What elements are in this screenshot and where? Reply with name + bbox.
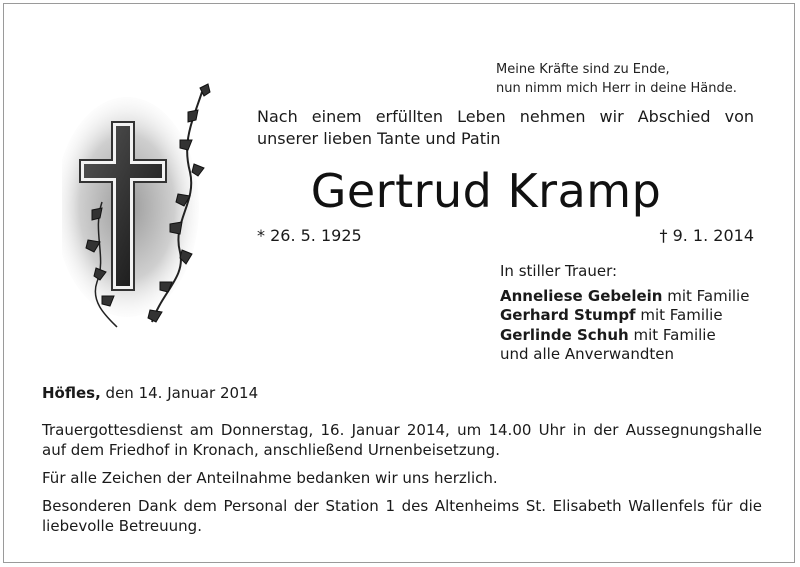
death-date: † 9. 1. 2014 bbox=[659, 226, 754, 245]
special-thanks-paragraph: Besonderen Dank dem Personal der Station 1 des Altenheims St. Elisabeth Wallenfels für die liebevolle Betreuung. bbox=[42, 497, 762, 535]
deceased-name: Gertrud Kramp bbox=[310, 164, 662, 218]
mourner-entry bbox=[500, 306, 749, 326]
notice-body bbox=[42, 420, 762, 544]
mourner-suffix: mit Familie bbox=[662, 286, 750, 305]
service-paragraph: Trauergottesdienst am Donnerstag, 16. Januar 2014, um 14.00 Uhr in der Aussegnungshalle auf dem Friedhof in Kronach, anschließend Urnenbeisetzung. bbox=[42, 421, 762, 459]
motto-verse bbox=[496, 60, 737, 98]
birth-date: * 26. 5. 1925 bbox=[257, 226, 362, 245]
motto-line-2: nun nimm mich Herr in deine Hände. bbox=[496, 81, 737, 96]
place-date bbox=[42, 384, 258, 402]
intro-text: Nach einem erfüllten Leben nehmen wir Abschied von unserer lieben Tante und Patin bbox=[257, 107, 754, 148]
mourner-name: Gerlinde Schuh bbox=[500, 325, 629, 344]
motto-line-1: Meine Kräfte sind zu Ende, bbox=[496, 62, 670, 77]
mourner-entry bbox=[500, 326, 749, 346]
thanks-paragraph: Für alle Zeichen der Anteilnahme bedanken wir uns herzlich. bbox=[42, 469, 498, 487]
mourners-closing: und alle Anverwandten bbox=[500, 345, 674, 363]
place-town: Höfles, bbox=[42, 384, 101, 402]
mourners-list bbox=[500, 262, 749, 365]
mourners-heading: In stiller Trauer: bbox=[500, 262, 618, 280]
mourner-name: Anneliese Gebelein bbox=[500, 286, 663, 305]
mourner-suffix: mit Familie bbox=[635, 306, 723, 324]
mourner-entry bbox=[500, 287, 749, 307]
mourner-name: Gerhard Stumpf bbox=[500, 306, 636, 324]
mourner-suffix: mit Familie bbox=[628, 325, 716, 344]
place-date-text: den 14. Januar 2014 bbox=[100, 384, 259, 402]
